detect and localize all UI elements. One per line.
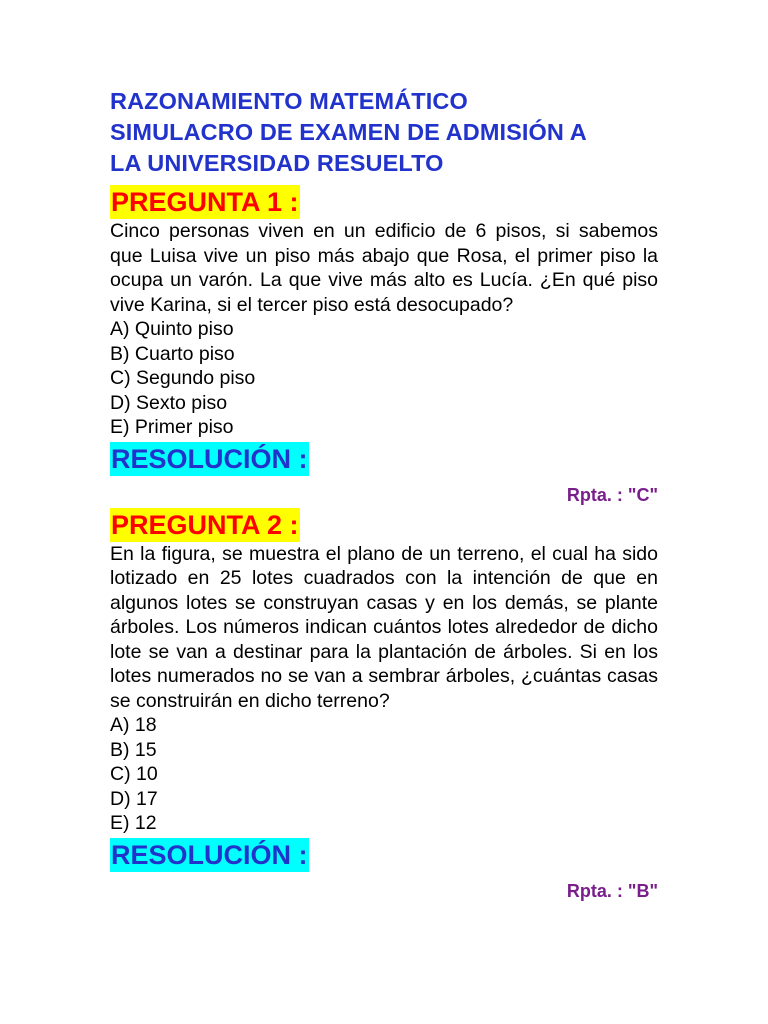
question-1-resolution-heading: RESOLUCIÓN : xyxy=(111,443,308,474)
document-title xyxy=(110,86,658,179)
question-1-answer: Rpta. : "C" xyxy=(566,484,658,505)
question-2-resolution-heading: RESOLUCIÓN : xyxy=(111,839,308,870)
title-line-1: RAZONAMIENTO MATEMÁTICO xyxy=(110,88,468,114)
question-2-heading: PREGUNTA 2 : xyxy=(111,509,299,540)
question-2-answer: Rpta. : "B" xyxy=(566,880,658,901)
question-1-option-b: B) Cuarto piso xyxy=(110,342,235,365)
question-2-option-a: A) 18 xyxy=(110,714,157,736)
question-1-option-e: E) Primer piso xyxy=(110,416,234,438)
title-line-3: LA UNIVERSIDAD RESUELTO xyxy=(110,150,444,176)
question-1-option-a: A) Quinto piso xyxy=(110,318,234,340)
question-2-options xyxy=(110,713,658,836)
question-2-option-b: B) 15 xyxy=(110,738,157,761)
question-1-text: Cinco personas viven en un edificio de 6 pisos, si sabemos que Luisa vive un piso más abajo que Rosa, el primer piso la ocupa un varón. La que vive más alto es Lucía. ¿En qué piso vive Karina, si el tercer piso está desocupado? xyxy=(110,220,658,316)
question-2-option-e: E) 12 xyxy=(110,812,157,834)
question-1-options xyxy=(110,317,658,440)
question-1-option-d: D) Sexto piso xyxy=(110,391,228,414)
question-1-heading: PREGUNTA 1 : xyxy=(111,187,299,217)
question-2-option-c: C) 10 xyxy=(110,763,158,785)
question-2-text: En la figura, se muestra el plano de un terreno, el cual ha sido lotizado en 25 lotes cuadrados con la intención de que en algunos lotes se construyan casas y en los demás, se plante árboles. Los números indican cuántos lotes alrededor de dicho lote se van a destinar para la plantación de árboles. Si en los lotes numerados no se van a sembrar árboles, ¿cuántas casas se construirán en dicho terreno? xyxy=(110,542,658,712)
question-2-option-d: D) 17 xyxy=(110,787,158,810)
question-1 xyxy=(110,185,658,506)
title-line-2: SIMULACRO DE EXAMEN DE ADMISIÓN A xyxy=(110,119,587,145)
question-1-option-c: C) Segundo piso xyxy=(110,367,256,389)
question-2 xyxy=(110,508,658,902)
document-page xyxy=(110,86,658,902)
